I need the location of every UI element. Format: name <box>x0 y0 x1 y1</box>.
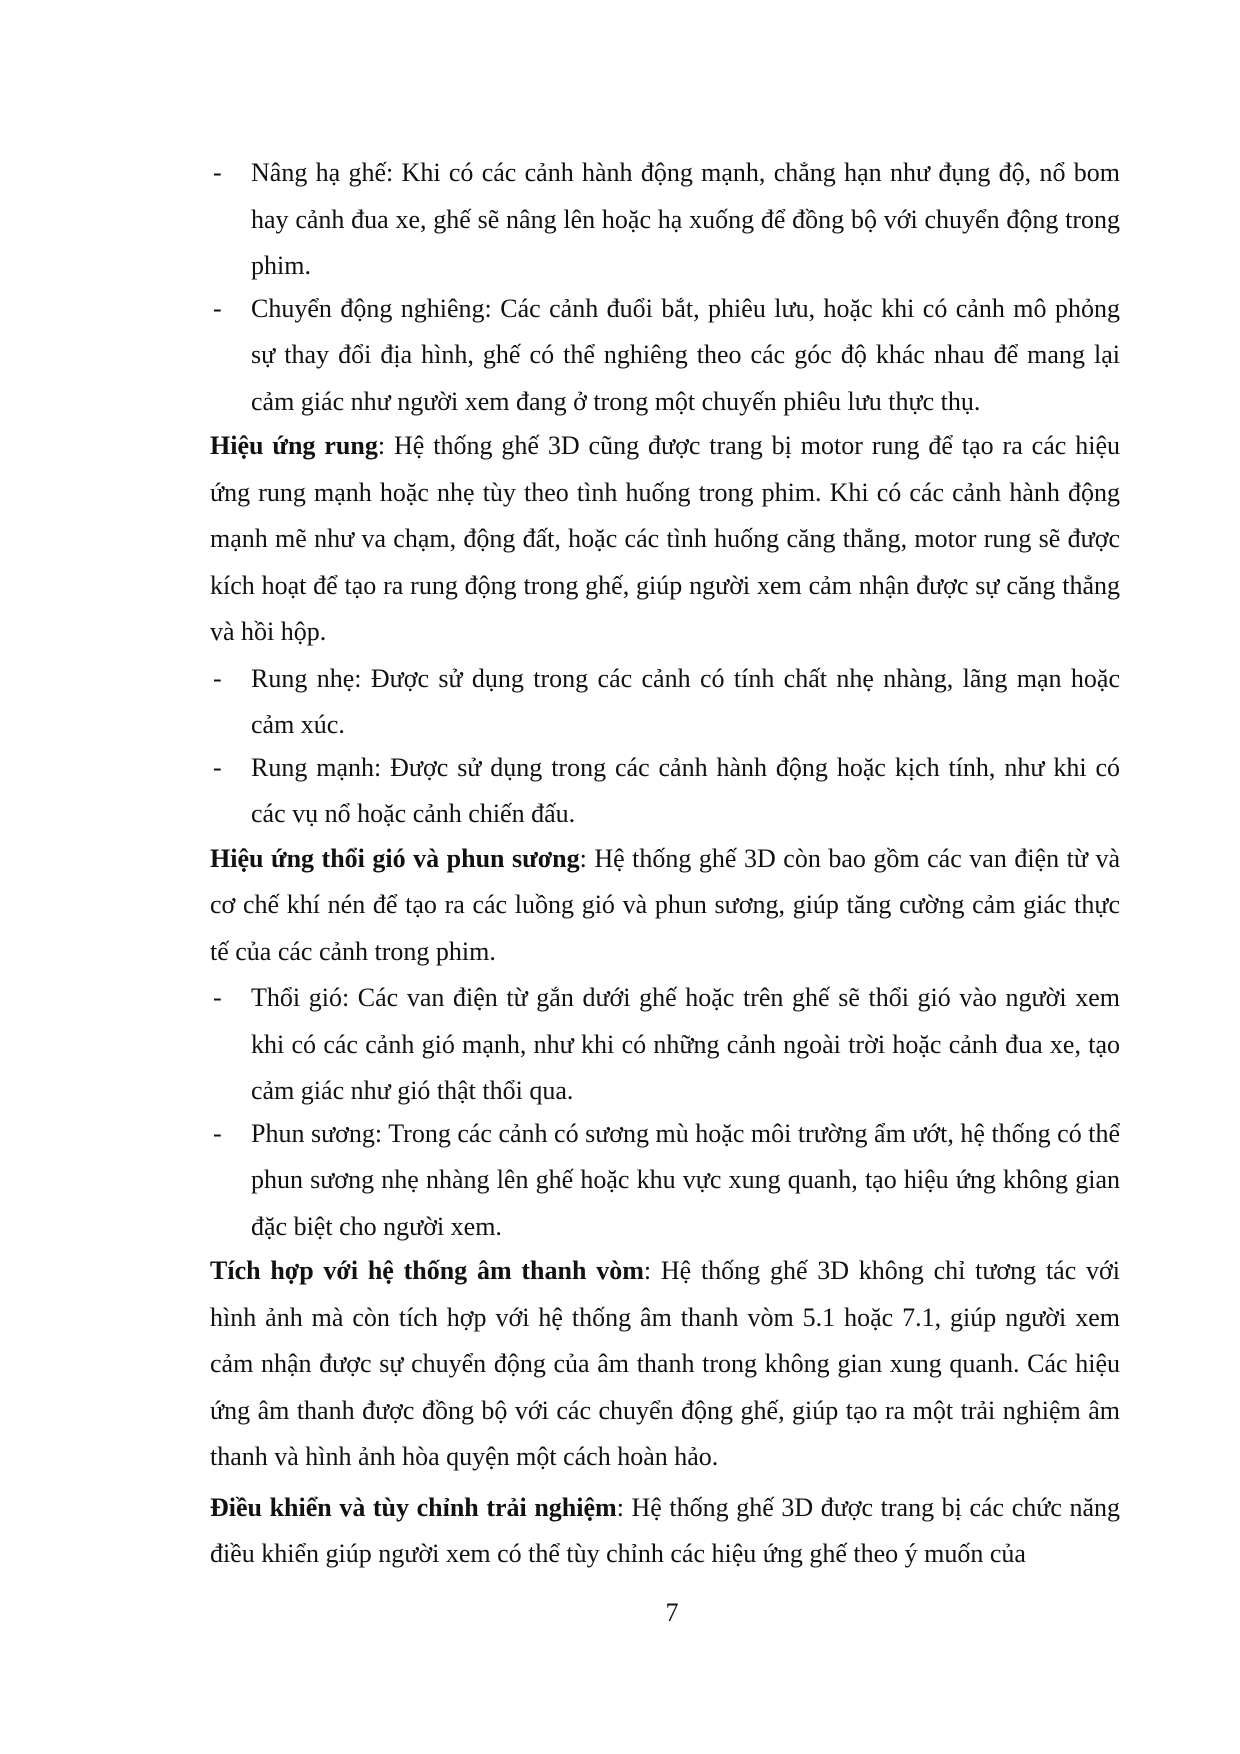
list-item-mist <box>213 1111 1120 1251</box>
paragraph-heading: Điều khiển và tùy chỉnh trải nghiệm <box>210 1492 617 1522</box>
bullet-dash: - <box>213 1118 222 1148</box>
paragraph-heading: Tích hợp với hệ thống âm thanh vòm <box>210 1256 644 1285</box>
paragraph-wind-mist <box>210 836 1120 976</box>
paragraph-body: : Hệ thống ghế 3D được trang bị các chức năng điều khiển giúp người xem có thể tùy chỉnh các hiệu ứng ghế theo ý muốn của <box>210 1492 1120 1568</box>
document-page <box>210 150 1121 1578</box>
bullet-dash: - <box>213 752 222 782</box>
list-item-strong-vibration <box>213 745 1120 838</box>
list-item-text: Chuyển động nghiêng: Các cảnh đuổi bắt, phiêu lưu, hoặc khi có cảnh mô phỏng sự thay đổi địa hình, ghế có thể nghiêng theo các góc độ khác nhau để mang lại cảm giác như người xem đang ở trong một chuyến phiêu lưu thực thụ. <box>251 293 1120 416</box>
list-item-text: Nâng hạ ghế: Khi có các cảnh hành động mạnh, chẳng hạn như đụng độ, nổ bom hay cảnh đua xe, ghế sẽ nâng lên hoặc hạ xuống để đồng bộ với chuyển động trong phim. <box>251 158 1120 280</box>
paragraph-control <box>210 1485 1120 1578</box>
list-item-text: Rung mạnh: Được sử dụng trong các cảnh hành động hoặc kịch tính, như khi có các vụ nổ hoặc cảnh chiến đấu. <box>251 752 1120 828</box>
bullet-dash: - <box>213 293 222 323</box>
list-item-wind <box>213 975 1120 1115</box>
bullet-dash: - <box>213 663 222 693</box>
bullet-dash: - <box>213 983 222 1012</box>
list-item-light-vibration <box>213 656 1120 749</box>
list-item-text: Phun sương: Trong các cảnh có sương mù hoặc môi trường ẩm ướt, hệ thống có thể phun sương nhẹ nhàng lên ghế hoặc khu vực xung quanh, tạo hiệu ứng không gian đặc biệt cho người xem. <box>251 1118 1120 1241</box>
paragraph-surround-sound <box>210 1248 1120 1481</box>
list-item-tilt <box>213 286 1120 426</box>
paragraph-heading: Hiệu ứng thổi gió và phun sương <box>210 843 580 873</box>
paragraph-body: : Hệ thống ghế 3D cũng được trang bị motor rung để tạo ra các hiệu ứng rung mạnh hoặc nhẹ tùy theo tình huống trong phim. Khi có các cảnh hành động mạnh mẽ như va chạm, động đất, hoặc các tình huống căng thẳng, motor rung sẽ được kích hoạt để tạo ra rung động trong ghế, giúp người xem cảm nhận được sự căng thẳng và hồi hộp. <box>210 431 1120 646</box>
list-item-lift <box>213 150 1120 290</box>
bullet-dash: - <box>213 158 222 187</box>
page-number: 7 <box>665 1598 679 1627</box>
paragraph-heading: Hiệu ứng rung <box>210 431 378 460</box>
paragraph-vibration <box>210 423 1120 656</box>
list-item-text: Thổi gió: Các van điện từ gắn dưới ghế hoặc trên ghế sẽ thổi gió vào người xem khi có các cảnh gió mạnh, như khi có những cảnh ngoài trời hoặc cảnh đua xe, tạo cảm giác như gió thật thổi qua. <box>251 983 1120 1105</box>
paragraph-body: : Hệ thống ghế 3D không chỉ tương tác với hình ảnh mà còn tích hợp với hệ thống âm thanh vòm 5.1 hoặc 7.1, giúp người xem cảm nhận được sự chuyển động của âm thanh trong không gian xung quanh. Các hiệu ứng âm thanh được đồng bộ với các chuyển động ghế, giúp tạo ra một trải nghiệm âm thanh và hình ảnh hòa quyện một cách hoàn hảo. <box>210 1256 1121 1471</box>
list-item-text: Rung nhẹ: Được sử dụng trong các cảnh có tính chất nhẹ nhàng, lãng mạn hoặc cảm xúc. <box>251 663 1120 739</box>
paragraph-body: : Hệ thống ghế 3D còn bao gồm các van điện từ và cơ chế khí nén để tạo ra các luồng gió và phun sương, giúp tăng cường cảm giác thực tế của các cảnh trong phim. <box>210 843 1120 966</box>
